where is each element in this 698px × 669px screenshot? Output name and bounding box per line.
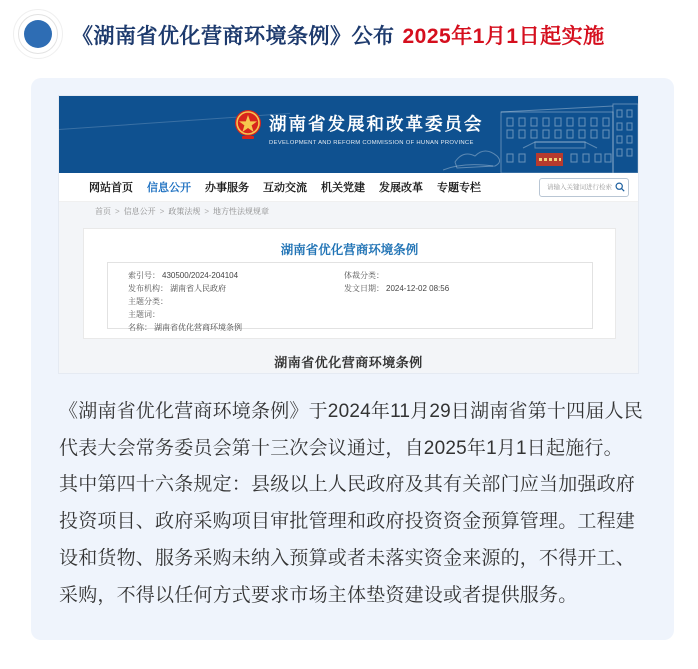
- national-emblem-icon: [233, 109, 263, 141]
- building-illustration: [443, 96, 638, 173]
- meta-genre-category: 体裁分类：: [344, 271, 384, 280]
- nav-item-services[interactable]: 办事服务: [205, 182, 249, 194]
- document-card: [83, 228, 616, 339]
- nav-item-special-topics[interactable]: 专题专栏: [437, 182, 481, 194]
- meta-topic-category: 主题分类：: [128, 297, 168, 306]
- article-body-panel: [31, 78, 674, 640]
- article-title-main: 《湖南省优化营商环境条例》公布: [72, 25, 395, 48]
- meta-issuing-agency: 发布机构： 湖南省人民政府: [128, 284, 226, 293]
- search-box[interactable]: [539, 178, 629, 197]
- gov-nav-bar: [59, 173, 638, 202]
- meta-issue-date: 发文日期： 2024-12-02 08:56: [344, 284, 450, 293]
- document-title: 湖南省优化营商环境条例: [280, 243, 419, 257]
- nav-item-interaction[interactable]: 互动交流: [263, 182, 307, 194]
- nav-item-home[interactable]: 网站首页: [89, 182, 133, 194]
- meta-index-number: 索引号： 430500/2024-204104: [128, 271, 239, 280]
- gov-site-header: [59, 96, 638, 173]
- article-bullet-icon: [13, 9, 63, 59]
- document-meta-table: [107, 262, 593, 332]
- article-paragraph-1: 《湖南省优化营商环境条例》于2024年11月29日湖南省第十四届人民代表大会常务委员会第十三次会议通过，自2025年1月1日起施行。: [59, 401, 643, 459]
- article-title: [72, 20, 605, 50]
- gov-site-name-en: DEVELOPMENT AND REFORM COMMISSION OF HUNAN PROVINCE: [269, 140, 474, 146]
- breadcrumb-policies[interactable]: 政策法规: [168, 207, 201, 216]
- article-title-date: 2025年1月1日起实施: [402, 25, 605, 48]
- breadcrumb-local-regulations[interactable]: 地方性法规规章: [213, 207, 270, 216]
- meta-keywords: 主题词：: [128, 310, 160, 319]
- article-paragraph-2: 其中第四十六条规定：县级以上人民政府及其有关部门应当加强政府投资项目、政府采购项目审批管理和政府投资资金预算管理。工程建设和货物、服务采购未纳入预算或者未落实资金来源的，不得开工、采购，不得以任何方式要求市场主体垫资建设或者提供服务。: [59, 474, 636, 606]
- meta-name: 名称： 湖南省优化营商环境条例: [128, 323, 242, 332]
- gov-site-screenshot: [59, 96, 638, 373]
- breadcrumb-info-disclosure[interactable]: 信息公开: [123, 207, 156, 216]
- breadcrumb-home[interactable]: 首页: [95, 207, 111, 216]
- regulation-title: 湖南省优化营商环境条例: [274, 355, 423, 370]
- nav-item-development-reform[interactable]: 发展改革: [379, 182, 423, 194]
- search-icon[interactable]: [615, 182, 625, 192]
- search-input[interactable]: [545, 183, 615, 192]
- nav-item-info-disclosure[interactable]: 信息公开: [147, 182, 191, 194]
- gov-site-name-cn: 湖南省发展和改革委员会: [269, 114, 484, 134]
- gov-content-area: [59, 202, 638, 373]
- breadcrumb: 首页 > 信息公开 > 政策法规 > 地方性法规规章: [95, 207, 270, 216]
- nav-item-party-building[interactable]: 机关党建: [321, 182, 365, 194]
